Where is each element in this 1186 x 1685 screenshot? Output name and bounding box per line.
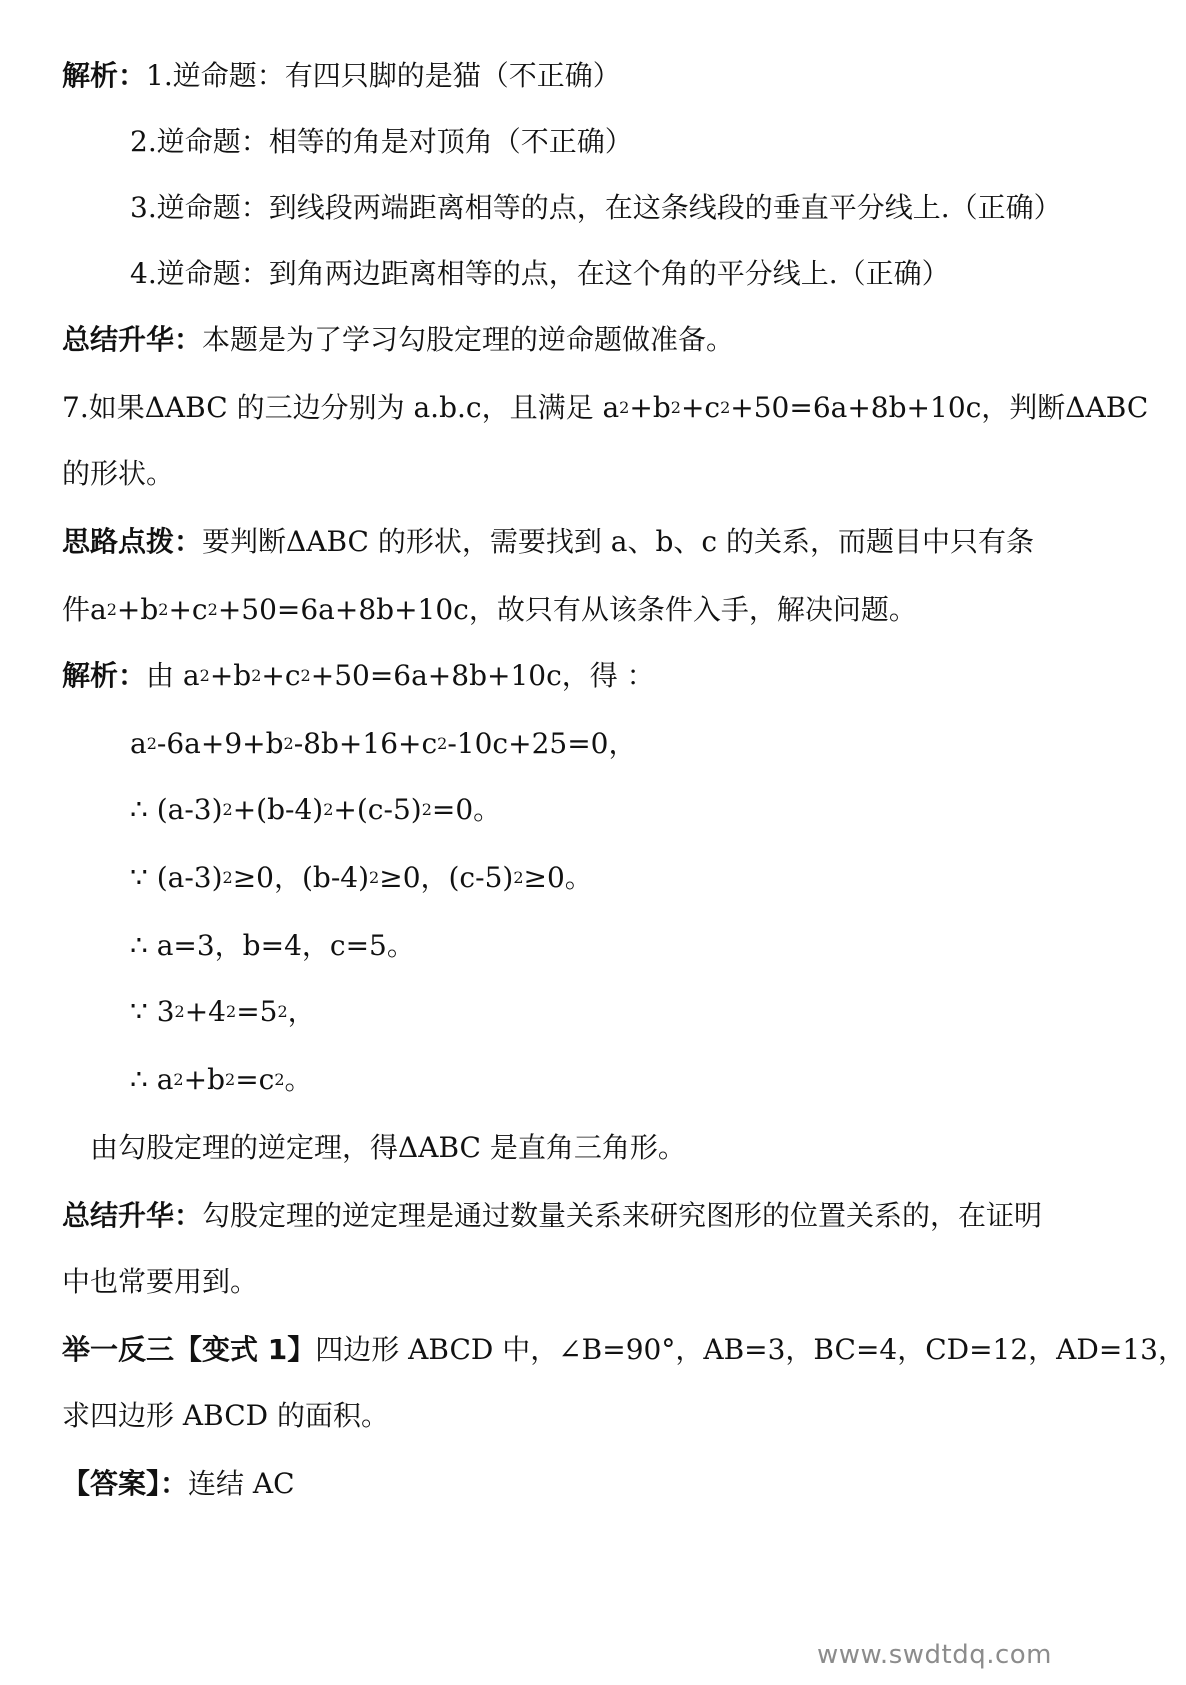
summary-label: 总结升华： [62,323,203,356]
variant-label: 举一反三【变式 1】 [62,1333,316,1366]
superscript: 2 [199,666,210,685]
superscript: 2 [720,398,731,417]
eq1-mid2: -8b+16+c [293,727,438,760]
superscript: 2 [207,600,218,619]
eq4-text: ∴ a=3，b=4，c=5。 [130,929,415,962]
superscript: 2 [146,734,157,753]
question-7-line-1 [62,388,1148,428]
converse-2-text: 2.逆命题：相等的角是对顶角（不正确） [130,125,633,158]
solution-label: 解析： [62,659,147,692]
hint-text: 要判断ΔABC 的形状，需要找到 a、b、c 的关系，而题目中只有条 [202,525,1034,558]
superscript: 2 [421,800,432,819]
superscript: 2 [369,868,380,887]
q7-mid1: +b [629,391,671,424]
superscript: 2 [619,398,630,417]
superscript: 2 [158,600,169,619]
eq5-post: ， [287,995,316,1028]
eq3-mid2: ≥0，(c-5) [379,861,514,894]
equation-line-5 [130,992,316,1032]
summary-line-2 [62,1196,1042,1236]
eq2-pre: ∴ (a-3) [130,793,223,826]
eq1-mid1: -6a+9+b [156,727,284,760]
eq6-mid2: =c [235,1063,275,1096]
eq2-mid1: +(b-4) [232,793,324,826]
q7-end: 的形状。 [62,457,175,490]
superscript: 2 [222,868,233,887]
superscript: 2 [174,1002,185,1021]
watermark: www.swdtdq.com [817,1640,1052,1670]
hint-label: 思路点拨： [62,525,203,558]
superscript: 2 [300,666,311,685]
equation-line-3 [130,858,593,898]
hint-line-2 [62,590,917,630]
eq3-post: ≥0。 [523,861,593,894]
sol-post: +50=6a+8b+10c，得 ： [310,659,655,692]
summary-text: 本题是为了学习勾股定理的逆命题做准备。 [202,323,735,356]
conclusion-line [90,1128,686,1168]
variant-text-cont: 求四边形 ABCD 的面积。 [62,1399,389,1432]
superscript: 2 [226,1002,237,1021]
eq5-pre: ∵ 3 [130,995,175,1028]
superscript: 2 [274,1070,285,1089]
superscript: 2 [670,398,681,417]
answer-line [62,1464,295,1504]
superscript: 2 [283,734,294,753]
sol-mid2: +c [261,659,301,692]
converse-3-text: 3.逆命题：到线段两端距离相等的点，在这条线段的垂直平分线上.（正确） [130,191,1062,224]
equation-line-2 [130,790,501,830]
eq1-pre: a [130,727,147,760]
eq6-post: 。 [284,1063,313,1096]
variant-line-1 [62,1330,1186,1370]
answer-label: 【答案】： [62,1467,189,1500]
eq6-mid1: +b [183,1063,225,1096]
analysis-line-4 [130,254,950,294]
eq2-mid2: +(c-5) [333,793,422,826]
conclusion-text: 由勾股定理的逆定理，得ΔABC 是直角三角形。 [90,1131,686,1164]
superscript: 2 [106,600,117,619]
q7-mid2: +c [680,391,721,424]
variant-line-2 [62,1396,389,1436]
eq1-post: -10c+25=0， [447,727,637,760]
solution-line-1 [62,656,655,696]
eq3-pre: ∵ (a-3) [130,861,223,894]
eq5-mid1: +4 [184,995,226,1028]
summary-text: 勾股定理的逆定理是通过数量关系来研究图形的位置关系的，在证明 [202,1199,1043,1232]
question-7-line-2 [62,454,174,494]
sol-pre: 由 a [146,659,200,692]
converse-4-text: 4.逆命题：到角两边距离相等的点，在这个角的平分线上.（正确） [130,257,950,290]
summary-label: 总结升华： [62,1199,203,1232]
superscript: 2 [277,1002,288,1021]
superscript: 2 [173,1070,184,1089]
analysis-line-2 [130,122,633,162]
summary-line-1 [62,320,734,360]
hint-line-1 [62,522,1034,562]
equation-line-1 [130,724,636,764]
superscript: 2 [437,734,448,753]
equation-line-4 [130,926,415,966]
superscript: 2 [225,1070,236,1089]
eq6-pre: ∴ a [130,1063,174,1096]
answer-text: 连结 AC [188,1467,295,1500]
eq2-post: =0。 [431,793,502,826]
q7-pre: 7.如果ΔABC 的三边分别为 a.b.c，且满足 a [62,391,620,424]
superscript: 2 [251,666,262,685]
eq3-mid1: ≥0，(b-4) [232,861,370,894]
summary-text-cont: 中也常要用到。 [62,1265,259,1298]
analysis-text: 1.逆命题：有四只脚的是猫（不正确） [146,59,621,92]
summary-line-3 [62,1262,258,1302]
superscript: 2 [323,800,334,819]
hint2-pre: 件a [62,593,107,626]
superscript: 2 [513,868,524,887]
q7-post: +50=6a+8b+10c，判断ΔABC [730,391,1149,424]
equation-line-6 [130,1060,313,1100]
analysis-line-1 [62,56,621,96]
eq5-mid2: =5 [236,995,278,1028]
hint2-mid1: +b [116,593,159,626]
sol-mid1: +b [209,659,252,692]
variant-text: 四边形 ABCD 中，∠B=90°，AB=3，BC=4，CD=12，AD=13， [315,1333,1186,1366]
analysis-line-3 [130,188,1062,228]
analysis-label: 解析： [62,59,147,92]
superscript: 2 [222,800,233,819]
hint2-post: +50=6a+8b+10c，故只有从该条件入手，解决问题。 [217,593,917,626]
hint2-mid2: +c [168,593,208,626]
